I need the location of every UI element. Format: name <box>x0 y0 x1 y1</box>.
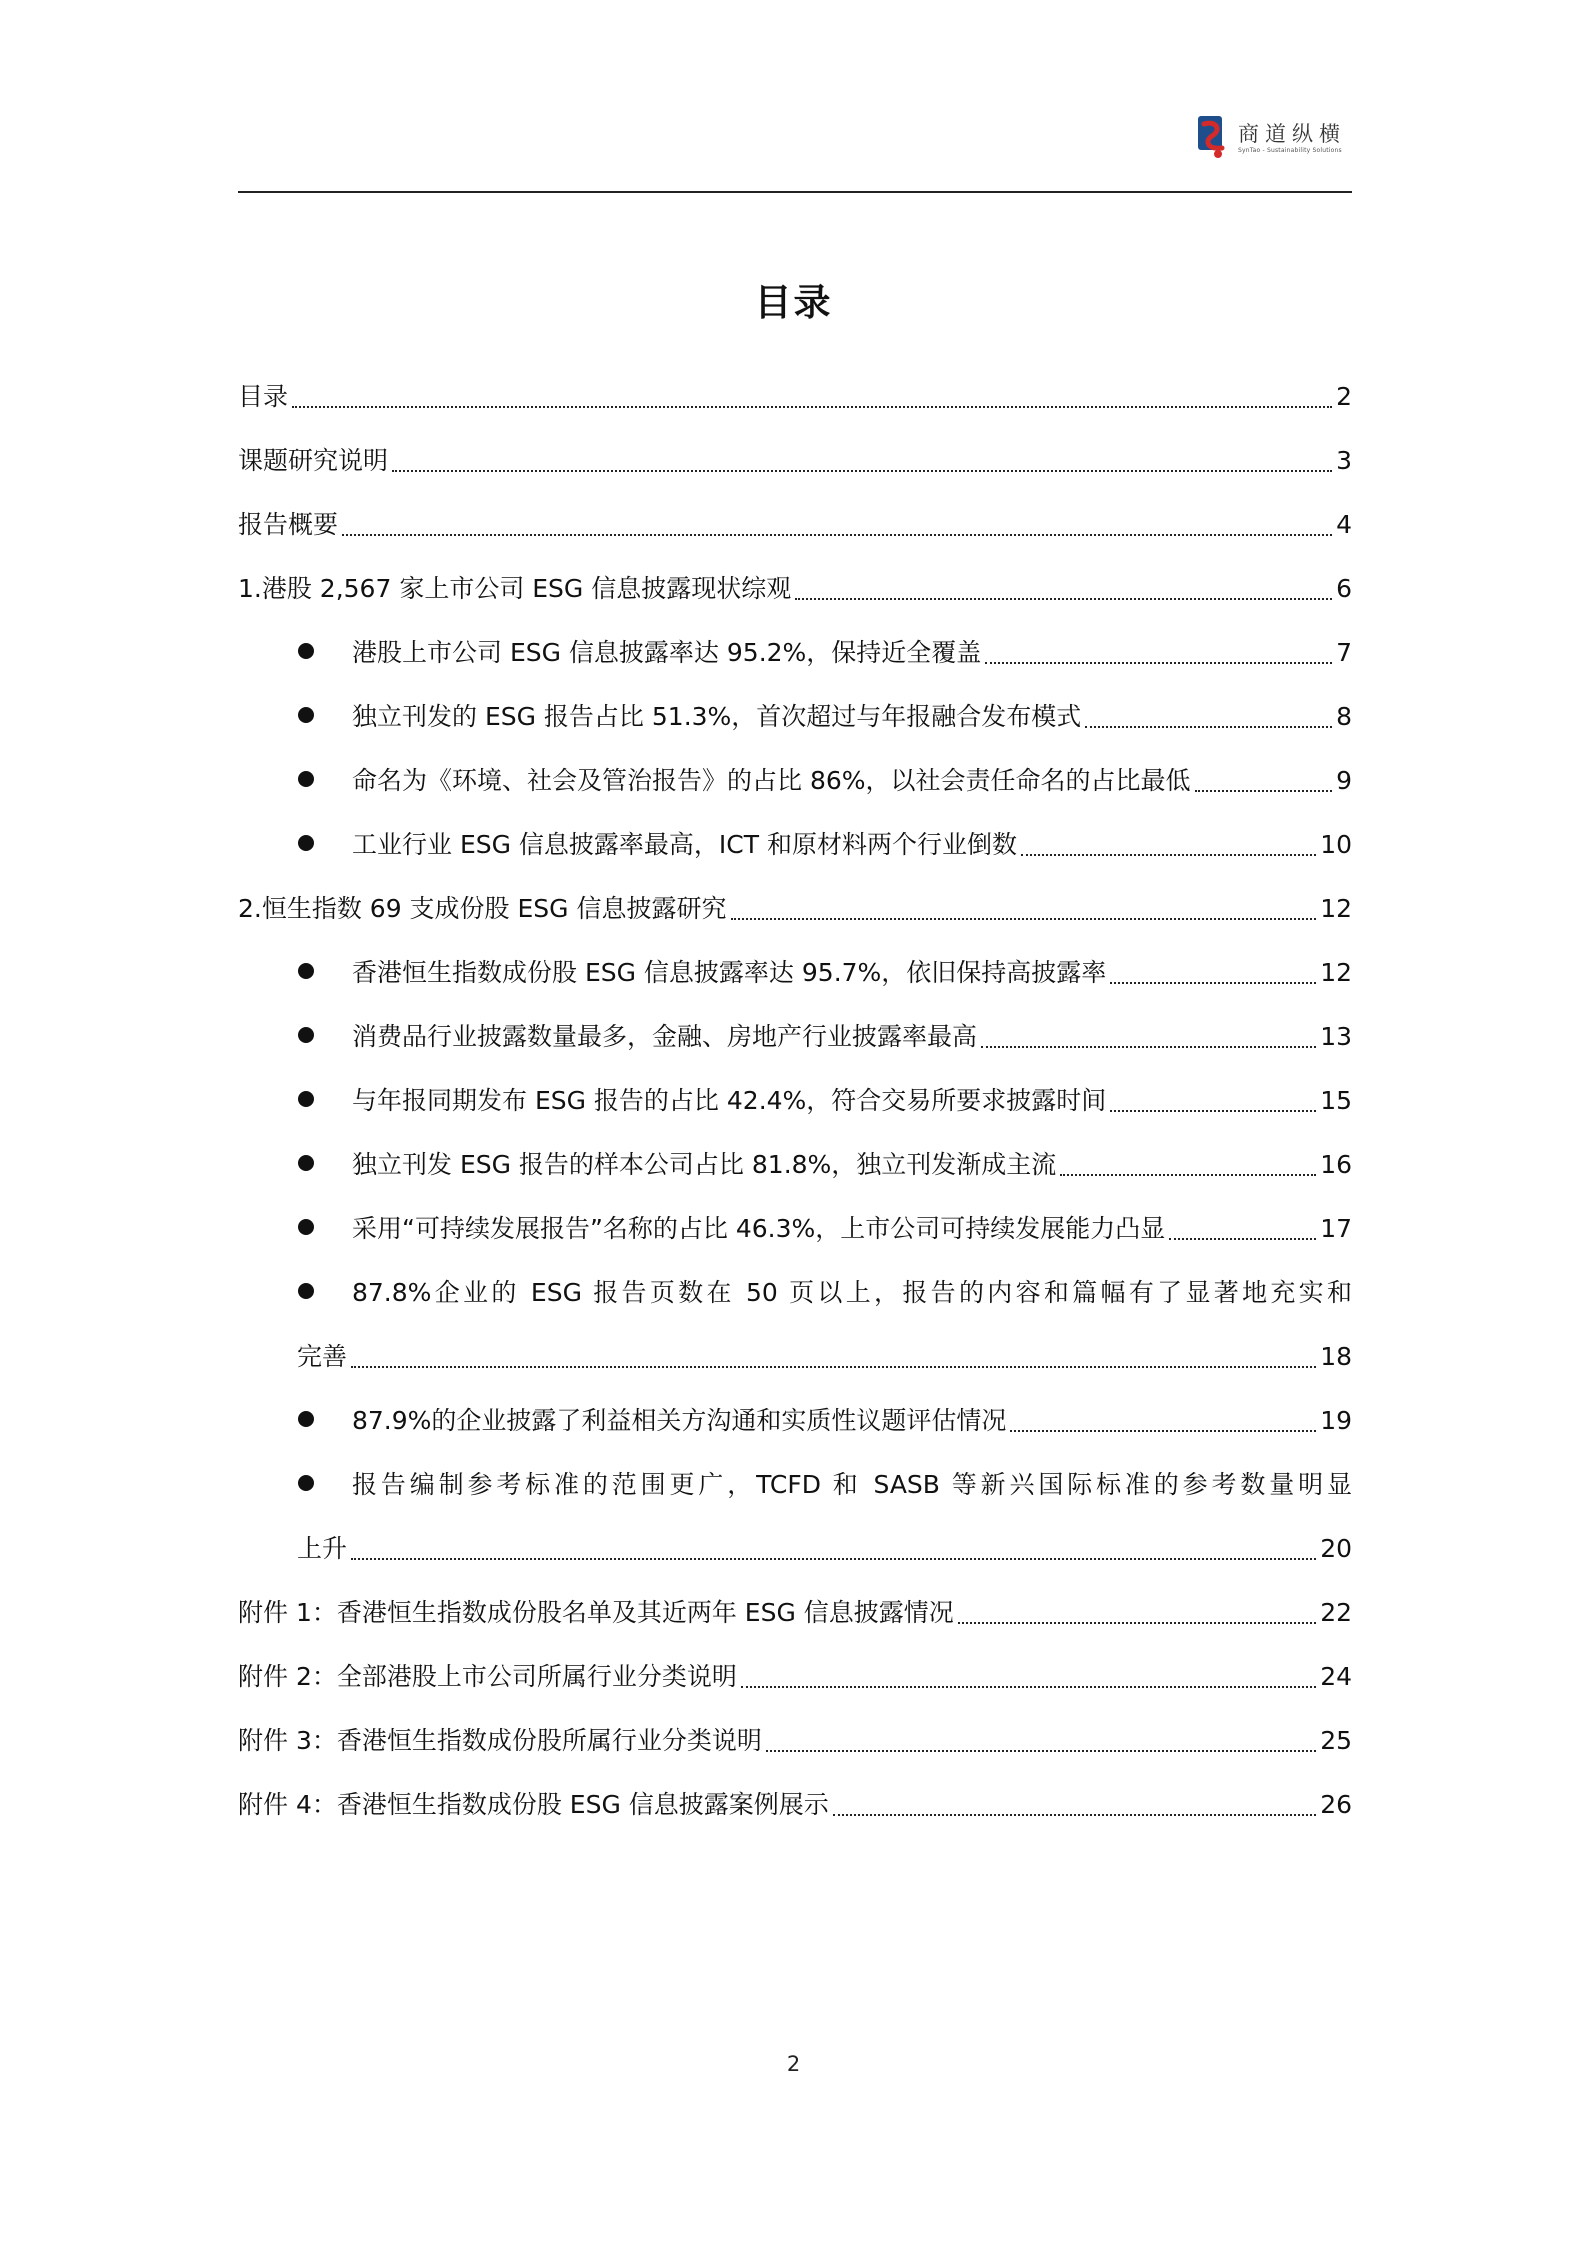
dot-leader <box>392 470 1332 472</box>
toc-subentry[interactable] <box>298 1387 1352 1451</box>
toc-subentry[interactable] <box>298 747 1352 811</box>
dot-leader <box>985 662 1332 664</box>
dot-leader <box>351 1366 1316 1368</box>
toc-page-number: 15 <box>1320 1086 1352 1115</box>
logo-english-text: SynTao - Sustainability Solutions <box>1238 146 1342 154</box>
toc-subentry-wrapped[interactable] <box>298 1259 1352 1387</box>
toc-subentry[interactable] <box>298 1067 1352 1131</box>
bullet-icon <box>298 1283 314 1299</box>
toc-entry-text: 港股上市公司 ESG 信息披露率达 95.2%，保持近全覆盖 <box>352 638 982 667</box>
dot-leader <box>731 918 1317 920</box>
dot-leader <box>292 406 1332 408</box>
logo-chinese-text: 商道纵横 <box>1238 121 1346 146</box>
toc-entry-text-line2: 完善 <box>297 1342 348 1371</box>
toc-entry[interactable] <box>238 427 1352 491</box>
bullet-icon <box>298 835 314 851</box>
toc-entry-text: 独立刊发 ESG 报告的样本公司占比 81.8%，独立刊发渐成主流 <box>352 1150 1057 1179</box>
toc-subentry[interactable] <box>298 619 1352 683</box>
toc-subentry[interactable] <box>298 811 1352 875</box>
toc-entry[interactable] <box>238 1643 1352 1707</box>
bullet-icon <box>298 1155 314 1171</box>
toc-entry-text-line1: 报告编制参考标准的范围更广，TCFD 和 SASB 等新兴国际标准的参考数量明显 <box>352 1470 1352 1499</box>
bullet-icon <box>298 1219 314 1235</box>
toc-page-number: 12 <box>1320 958 1352 987</box>
toc-entry-text-line2: 上升 <box>297 1534 348 1563</box>
bullet-icon <box>298 963 314 979</box>
dot-leader <box>351 1558 1316 1560</box>
toc-page-number: 17 <box>1320 1214 1352 1243</box>
toc-page-number: 10 <box>1320 830 1352 859</box>
toc-title: 目录 <box>754 281 833 324</box>
company-logo <box>1196 112 1356 162</box>
toc-entry[interactable] <box>238 1579 1352 1643</box>
dot-leader <box>1169 1238 1316 1240</box>
dot-leader <box>1110 1110 1316 1112</box>
toc-page-number: 12 <box>1320 894 1352 923</box>
dot-leader <box>958 1622 1316 1624</box>
toc-subentry[interactable] <box>298 1131 1352 1195</box>
toc-page-number: 13 <box>1320 1022 1352 1051</box>
dot-leader <box>342 534 1332 536</box>
toc-page-number: 18 <box>1320 1342 1352 1371</box>
bullet-icon <box>298 1091 314 1107</box>
toc-page-number: 24 <box>1320 1662 1352 1691</box>
toc-entry[interactable] <box>238 491 1352 555</box>
toc-page-number: 20 <box>1320 1534 1352 1563</box>
toc-entry-text: 附件 3：香港恒生指数成份股所属行业分类说明 <box>238 1726 762 1755</box>
bullet-icon <box>298 707 314 723</box>
toc-entry-text: 与年报同期发布 ESG 报告的占比 42.4%，符合交易所要求披露时间 <box>352 1086 1107 1115</box>
toc-subentry[interactable] <box>298 939 1352 1003</box>
toc-entry-text: 1.港股 2,567 家上市公司 ESG 信息披露现状综观 <box>238 574 792 603</box>
toc-subentry-wrapped[interactable] <box>298 1451 1352 1579</box>
toc-entry-text: 附件 1：香港恒生指数成份股名单及其近两年 ESG 信息披露情况 <box>238 1598 954 1627</box>
toc-entry-text-line1: 87.8%企业的 ESG 报告页数在 50 页以上，报告的内容和篇幅有了显著地充实和 <box>352 1278 1352 1307</box>
toc-entry-text: 工业行业 ESG 信息披露率最高，ICT 和原材料两个行业倒数 <box>352 830 1017 859</box>
toc-page-number: 26 <box>1320 1790 1352 1819</box>
toc-entry-text: 2.恒生指数 69 支成份股 ESG 信息披露研究 <box>238 894 727 923</box>
toc-page-number: 3 <box>1336 446 1352 475</box>
dot-leader <box>741 1686 1316 1688</box>
dot-leader <box>1021 854 1316 856</box>
toc-entry-text: 采用“可持续发展报告”名称的占比 46.3%，上市公司可持续发展能力凸显 <box>352 1214 1166 1243</box>
toc-entry-text: 87.9%的企业披露了利益相关方沟通和实质性议题评估情况 <box>352 1406 1007 1435</box>
toc-entry[interactable] <box>238 363 1352 427</box>
dot-leader <box>766 1750 1316 1752</box>
toc-entry-text: 报告概要 <box>238 510 339 539</box>
toc-entry[interactable] <box>238 875 1352 939</box>
toc-entry-text: 附件 4：香港恒生指数成份股 ESG 信息披露案例展示 <box>238 1790 829 1819</box>
toc-entry-text: 消费品行业披露数量最多，金融、房地产行业披露率最高 <box>352 1022 978 1051</box>
header-divider <box>238 191 1352 193</box>
dot-leader <box>1085 726 1332 728</box>
toc-entry-text: 独立刊发的 ESG 报告占比 51.3%，首次超过与年报融合发布模式 <box>352 702 1082 731</box>
toc-entry[interactable] <box>238 1707 1352 1771</box>
logo-emblem-icon <box>1196 114 1230 160</box>
toc-entry-text: 命名为《环境、社会及管治报告》的占比 86%，以社会责任命名的占比最低 <box>352 766 1191 795</box>
dot-leader <box>981 1046 1316 1048</box>
dot-leader <box>1195 790 1333 792</box>
toc-page-number: 2 <box>1336 382 1352 411</box>
table-of-contents <box>238 363 1352 1835</box>
bullet-icon <box>298 1027 314 1043</box>
page-number: 2 <box>786 2052 801 2076</box>
toc-subentry[interactable] <box>298 683 1352 747</box>
toc-entry[interactable] <box>238 1771 1352 1835</box>
toc-entry-text: 课题研究说明 <box>238 446 389 475</box>
bullet-icon <box>298 771 314 787</box>
bullet-icon <box>298 1475 314 1491</box>
toc-entry-text: 目录 <box>238 382 289 411</box>
toc-page-number: 22 <box>1320 1598 1352 1627</box>
dot-leader <box>1010 1430 1316 1432</box>
toc-page-number: 9 <box>1336 766 1352 795</box>
toc-page-number: 7 <box>1336 638 1352 667</box>
dot-leader <box>833 1814 1316 1816</box>
toc-page-number: 25 <box>1320 1726 1352 1755</box>
toc-subentry[interactable] <box>298 1003 1352 1067</box>
toc-subentry[interactable] <box>298 1195 1352 1259</box>
dot-leader <box>1060 1174 1316 1176</box>
toc-page-number: 6 <box>1336 574 1352 603</box>
toc-entry-text: 香港恒生指数成份股 ESG 信息披露率达 95.7%，依旧保持高披露率 <box>352 958 1107 987</box>
toc-entry[interactable] <box>238 555 1352 619</box>
toc-page-number: 8 <box>1336 702 1352 731</box>
dot-leader <box>1110 982 1316 984</box>
bullet-icon <box>298 643 314 659</box>
toc-page-number: 19 <box>1320 1406 1352 1435</box>
toc-page-number: 4 <box>1336 510 1352 539</box>
bullet-icon <box>298 1411 314 1427</box>
dot-leader <box>795 598 1332 600</box>
toc-entry-text: 附件 2：全部港股上市公司所属行业分类说明 <box>238 1662 737 1691</box>
toc-page-number: 16 <box>1320 1150 1352 1179</box>
